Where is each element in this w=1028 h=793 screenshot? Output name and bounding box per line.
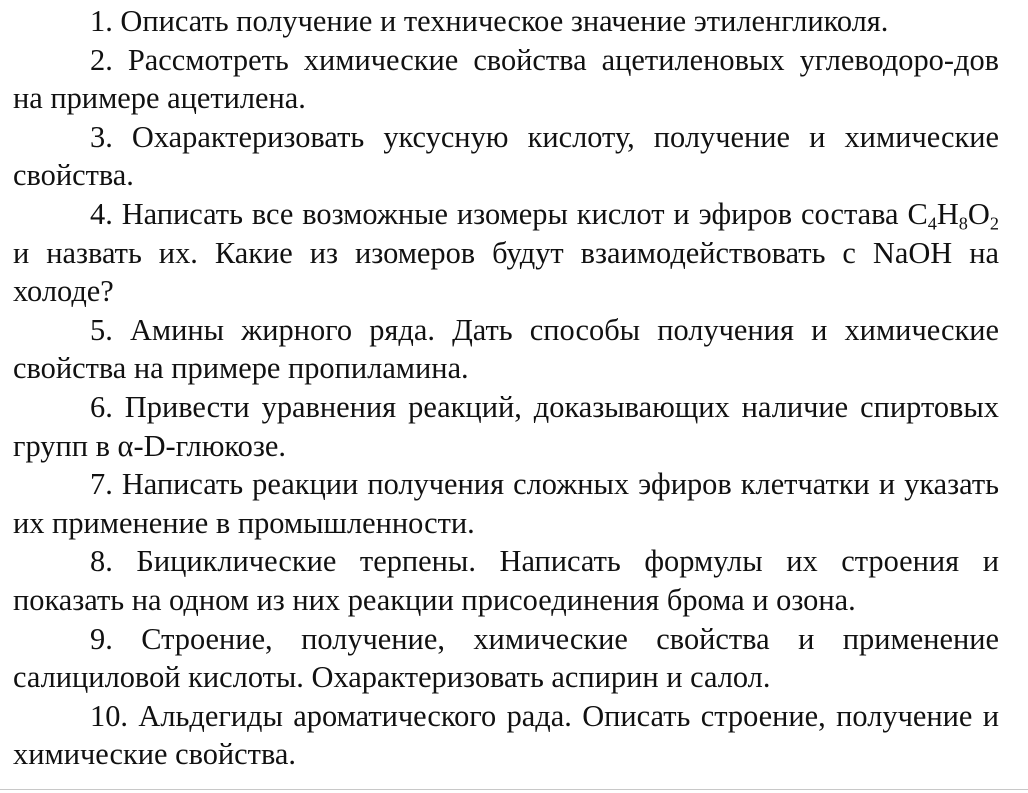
chemical-formula: $C_4H_8O_2$ (907, 196, 999, 234)
task-item-5 (13, 311, 999, 388)
task-text: Охарактеризовать уксусную кислоту, получение и химические свойства. (13, 119, 999, 193)
task-text: Бициклические терпены. Написать формулы их строения и показать на одном из них реакции присоединения брома и озона. (13, 544, 999, 617)
task-number: 10. (90, 698, 128, 733)
task-text: Написать все возможные изомеры кислот и эфиров состава (121, 196, 899, 231)
task-text: Привести уравнения реакций, доказывающих наличие спиртовых групп в α-D-глюкозе. (13, 389, 999, 463)
task-item-1 (13, 2, 999, 41)
task-item-8 (13, 542, 999, 619)
task-text: Амины жирного ряда. Дать способы получения и химические свойства на примере пропиламина. (13, 312, 999, 386)
task-text: Строение, получение, химические свойства и применение салициловой кислоты. Охарактеризовать аспирин и салол. (13, 621, 999, 695)
task-number: 7. (90, 467, 113, 502)
task-number: 3. (90, 119, 113, 154)
task-item-10 (13, 697, 999, 774)
task-number: 6. (90, 389, 113, 424)
task-number: 1. (90, 4, 113, 38)
task-item-9 (13, 620, 999, 697)
task-number: 8. (90, 544, 113, 579)
page-bottom-divider (0, 789, 1028, 790)
task-number: 4. (90, 196, 113, 231)
task-item-7 (13, 465, 999, 542)
task-text-continued: и назвать их. Какие из изомеров будут взаимодействовать с NaOH на холоде? (13, 235, 999, 309)
task-number: 9. (90, 621, 113, 656)
task-text: Описать получение и техническое значение этиленгликоля. (120, 4, 889, 38)
task-item-3 (13, 118, 999, 195)
task-text: Написать реакции получения сложных эфиров клетчатки и указать их применение в промышленности. (13, 467, 999, 540)
task-item-4 (13, 195, 999, 311)
task-item-2 (13, 41, 999, 118)
task-item-6 (13, 388, 999, 465)
task-number: 2. (90, 42, 113, 77)
task-text: Рассмотреть химические свойства ацетиленовых углеводоро-дов на примере ацетилена. (13, 42, 999, 116)
task-number: 5. (90, 312, 113, 347)
task-list (13, 2, 999, 774)
task-text: Альдегиды ароматического рада. Описать строение, получение и химические свойства. (13, 698, 999, 772)
